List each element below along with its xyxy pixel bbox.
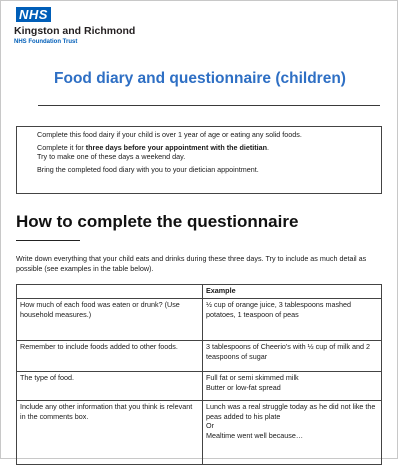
intro-p2-suffix: . — [267, 142, 270, 152]
table-row — [17, 341, 382, 372]
intro-p2-bold: three days before your appointment with the dietitian — [85, 142, 268, 152]
example-line: Full fat or semi skimmed milk — [206, 373, 299, 382]
example-line: Butter or low-fat spread — [206, 382, 281, 392]
intro-box — [16, 126, 382, 194]
table-cell-example: ½ cup of orange juice, 3 tablespoons mashed potatoes, 1 teaspoon of peas — [203, 299, 382, 341]
table-header-row — [17, 285, 382, 299]
example-line: Mealtime went well because… — [206, 430, 304, 440]
example-line: Lunch was a real struggle today as he did not like the peas added to his plate — [206, 402, 376, 421]
table-row — [17, 401, 382, 465]
intro-paragraph-3: Bring the completed food diary with you to your dietician appointment. — [37, 164, 259, 174]
intro-p2-prefix: Complete it for — [37, 142, 86, 152]
table-cell-example — [203, 372, 382, 401]
table-cell-guidance: How much of each food was eaten or drunk? (Use household measures.) — [17, 299, 203, 341]
table-cell-example — [203, 401, 382, 465]
table-row — [17, 299, 382, 341]
section-heading: How to complete the questionnaire — [16, 212, 299, 231]
nhs-badge: NHS — [16, 7, 51, 22]
table-cell-guidance: Include any other information that you think is relevant in the comments box. — [17, 401, 203, 465]
intro-paragraph-2 — [37, 143, 371, 162]
example-line: Or — [206, 421, 214, 430]
document-title: Food diary and questionnaire (children) — [54, 70, 346, 87]
table-cell-guidance: Remember to include foods added to other foods. — [17, 341, 203, 372]
intro-p2-line2: Try to make one of these days a weekend day. — [37, 152, 186, 161]
intro-paragraph-1: Complete this food dairy if your child is over 1 year of age or eating any solid foods. — [37, 130, 302, 139]
table-cell-guidance: The type of food. — [17, 372, 203, 401]
table-cell-example: 3 tablespoons of Cheerio's with ½ cup of milk and 2 teaspoons of sugar — [203, 341, 382, 372]
examples-table — [16, 284, 382, 465]
org-sub: NHS Foundation Trust — [14, 39, 78, 45]
title-divider — [38, 105, 380, 106]
org-name: Kingston and Richmond — [14, 25, 136, 37]
table-header-cell — [17, 285, 203, 299]
heading-divider — [16, 240, 80, 241]
table-header-example: Example — [203, 285, 382, 299]
table-row — [17, 372, 382, 401]
instructions-text: Write down everything that your child eats and drinks during these three days. Try to include as much detail as possible (see examples in the table below). — [16, 254, 367, 273]
